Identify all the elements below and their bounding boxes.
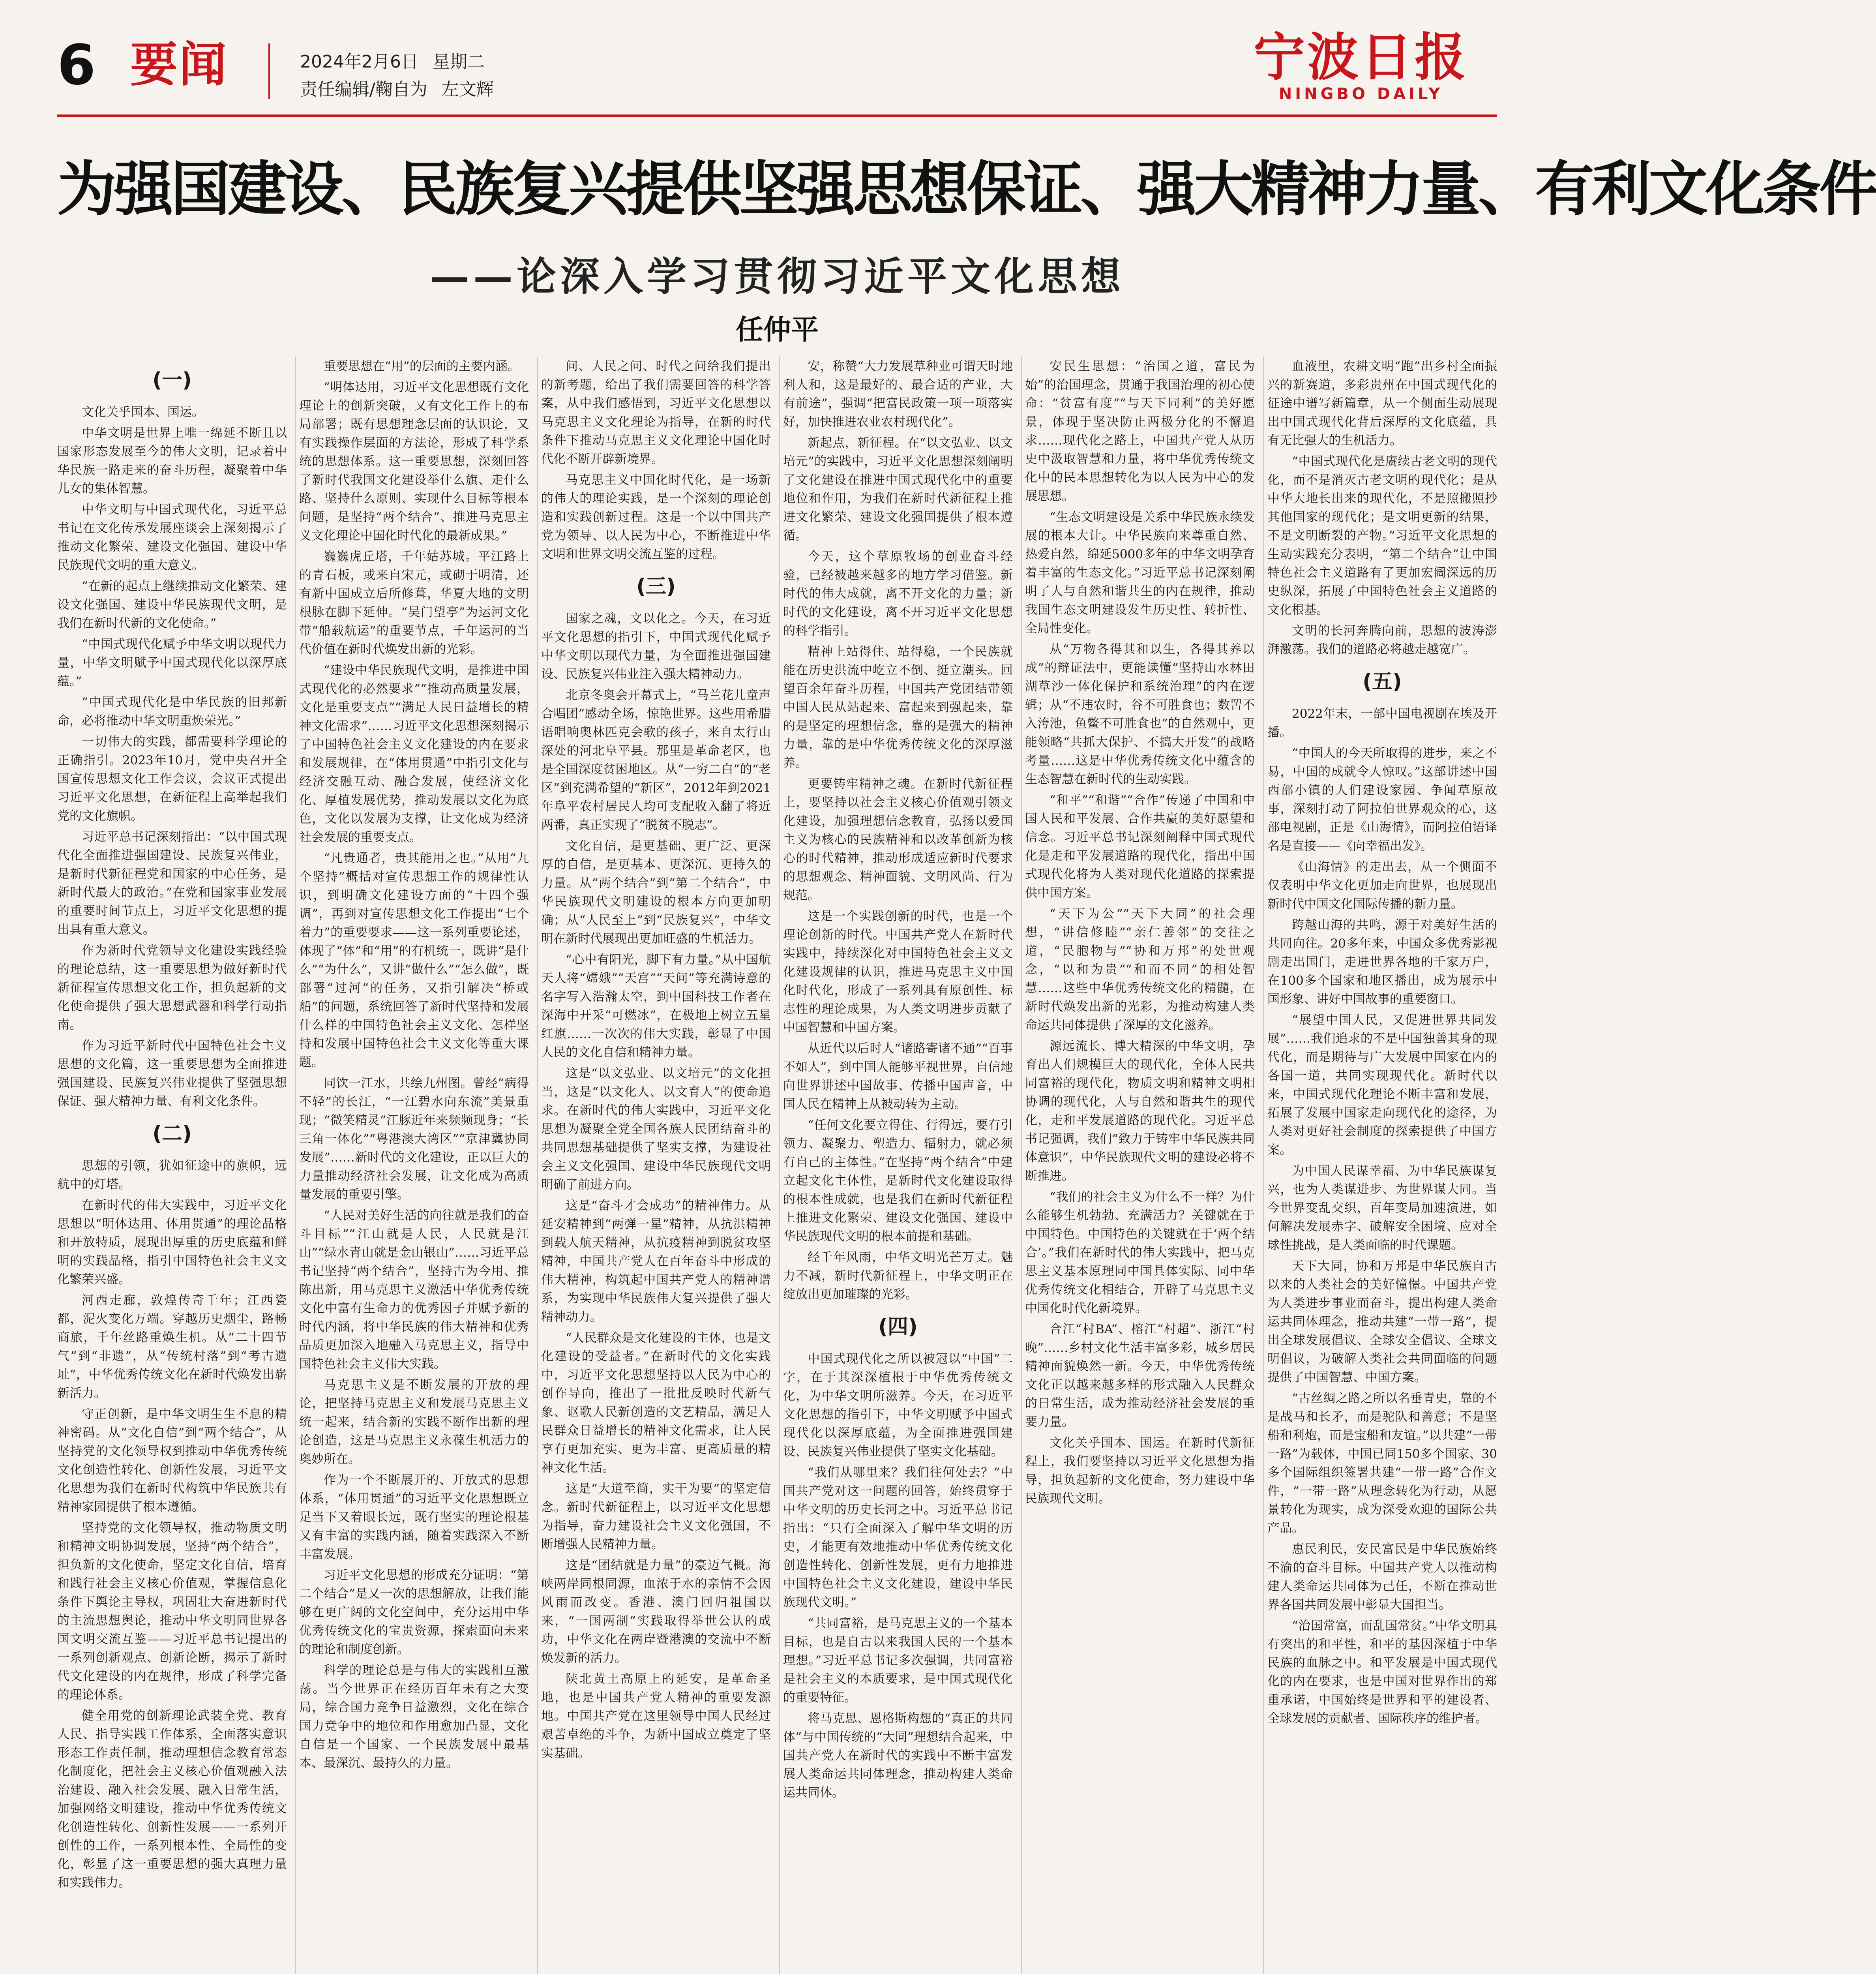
body-paragraph: 文明的长河奔腾向前，思想的波涛澎湃激荡。我们的道路必将越走越宽广。 [1267,624,1497,657]
body-paragraph: 在新时代的伟大实践中，习近平文化思想以“明体达用、体用贯通”的理论品格和开放特质，展现出厚重的历史底蕴和鲜明的实践品格，指引中国特色社会主义文化繁荣兴盛。 [57,1198,287,1287]
body-paragraph: “天下为公”“天下大同”的社会理想，“讲信修睦”“亲仁善邻”的交往之道，“民胞物与”“协和万邦”的处世观念，“以和为贵”“和而不同”的相处智慧……这些中华优秀传统文化的精髓，在新时代焕发出新的光彩，为推动构建人类命运共同体提供了深厚的文化滋养。 [1025,907,1255,1032]
article-column-4 [783,357,1013,1974]
body-paragraph: 一切伟大的实践，都需要科学理论的正确指引。2023年10月，党中央召开全国宣传思想文化工作会议，会议正式提出习近平文化思想，在新征程上高举起我们党的文化旗帜。 [57,735,287,823]
masthead-chinese: 宁波日报 [1253,27,1468,87]
body-paragraph: 将马克思、恩格斯构想的“真正的共同体”与中国传统的“大同”理想结合起来，中国共产党人在新时代的实践中不断丰富发展人类命运共同体理念，推动构建人类命运共同体。 [783,1711,1013,1800]
body-paragraph: 从“万物各得其和以生，各得其养以成”的辩证法中，更能读懂“坚持山水林田湖草沙一体化保护和系统治理”的内在逻辑；从“不违农时，谷不可胜食也；数罟不入洿池，鱼鳖不可胜食也”的自然观中，更能领略“共抓大保护、不搞大开发”的战略考量……这是中华优秀传统文化中蕴含的生态智慧在新时代的生动实践。 [1025,642,1255,786]
body-paragraph: 《山海情》的走出去，从一个侧面不仅表明中华文化更加走向世界，也展现出新时代中国文化国际传播的新力量。 [1267,860,1497,911]
section-heading: (一) [152,368,192,392]
body-paragraph: 北京冬奥会开幕式上，“马兰花儿童声合唱团”感动全场，惊艳世界。这些用希腊语唱响奥林匹克会歌的孩子，来自太行山深处的河北阜平县。那里是革命老区，也是全国深度贫困地区。从“一穷二白”的“老区”到充满希望的“新区”，2012年到2021年阜平农村居民人均可支配收入翻了将近两番，真正实现了“脱贫不脱志”。 [541,688,771,832]
body-paragraph: 文化自信，是更基础、更广泛、更深厚的自信，是更基本、更深沉、更持久的力量。从“两个结合”到“第二个结合”，中华民族现代文明建设的根本方向更加明确；从“人民至上”到“民族复兴”，中华文明在新时代展现出更加旺盛的生机活力。 [541,839,771,946]
column-divider [779,357,780,1974]
body-paragraph: 习近平文化思想的形成充分证明：“第二个结合”是又一次的思想解放，让我们能够在更广阔的文化空间中，充分运用中华优秀传统文化的宝贵资源，探索面向未来的理论和制度创新。 [299,1568,529,1657]
body-paragraph: “中国人的今天所取得的进步，来之不易，中国的成就令人惊叹。”这部讲述中国西部小镇的人们建设家园、争闻草原故事，深刻打动了阿拉伯世界观众的心，这部电视剧，正是《山海情》，而阿拉伯语译名是直接——《向幸福出发》。 [1267,746,1497,853]
body-paragraph: 这是“以文弘业、以文培元”的文化担当，这是“以文化人、以文育人”的使命追求。在新时代的伟大实践中，习近平文化思想为凝聚全党全国各族人民团结奋斗的共同思想基础提供了坚实支撑，为建设社会主义文化强国、建设中华民族现代文明明确了前进方向。 [541,1066,771,1192]
article-author: 任仲平 [736,313,819,346]
body-paragraph: 作为新时代党领导文化建设实践经验的理论总结，这一重要思想为做好新时代新征程宣传思想文化工作，担负起新的文化使命提供了强大思想武器和科学行动指南。 [57,944,287,1032]
responsible-editor: 责任编辑/鞠自为 [300,79,427,99]
body-paragraph: 新起点，新征程。在“以文弘业、以文培元”的实践中，习近平文化思想深刻阐明了文化建设在推进中国式现代化中的重要地位和作用，为我们在新时代新征程上推进文化繁荣、建设文化强国提供了根本遵循。 [783,436,1013,543]
article-column-1 [57,357,287,1974]
page-number: 6 [57,33,96,98]
article-column-5 [1025,357,1255,1974]
body-paragraph: 更要铸牢精神之魂。在新时代新征程上，要坚持以社会主义核心价值观引领文化建设，加强理想信念教育，弘扬以爱国主义为核心的民族精神和以改革创新为核心的时代精神，推动形成适应新时代要求的思想观念、精神面貌、文明风尚、行为规范。 [783,777,1013,903]
body-paragraph: 问、人民之问、时代之问给我们提出的新考题，给出了我们需要回答的科学答案，从中我们感悟到，习近平文化思想以马克思主义文化理论为指导，在新的时代条件下推动马克思主义文化理论中国化时代化不断开辟新境界。 [541,359,771,466]
body-paragraph: “心中有阳光，脚下有力量。”从中国航天人将“嫦娥”“天宫”“天问”等充满诗意的名字写入浩瀚太空，到中国科技工作者在深海中开采“可燃冰”，在极地上树立五星红旗……一次次的伟大实践，彰显了中国人民的文化自信和精神力量。 [541,953,771,1060]
column-divider [1021,357,1022,1974]
issue-date: 2024年2月6日 [300,52,418,72]
body-paragraph: 巍巍虎丘塔，千年姑苏城。平江路上的青石板，或来自宋元，或砌于明清，还有新中国成立后所修葺，华夏大地的文明根脉在脚下延伸。“吴门望亭”为运河文化带“船载航运”的重要节点，千年运河的当代价值在新时代焕发出新的光彩。 [299,550,529,657]
body-paragraph: 源远流长、博大精深的中华文明，孕育出人们规模巨大的现代化，全体人民共同富裕的现代化，物质文明和精神文明相协调的现代化，人与自然和谐共生的现代化，走和平发展道路的现代化。习近平总书记强调，我们“致力于铸牢中华民族共同体意识”，中华民族现代文明的建设必将不断推进。 [1025,1039,1255,1183]
body-paragraph: 马克思主义中国化时代化，是一场新的伟大的理论实践，是一个深刻的理论创造和实践创新过程。这是一个以中国共产党为领导、以人民为中心，不断推进中华文明和世界文明交流互鉴的过程。 [541,473,771,561]
body-paragraph: 安，称赞“大力发展草种业可谓天时地利人和，这是最好的、最合适的产业，大有前途”，强调“把富民政策一项一项落实好，加快推进农业农村现代化”。 [783,359,1013,429]
body-paragraph: 这是“大道至简，实干为要”的坚定信念。新时代新征程上，以习近平文化思想为指导，奋力建设社会主义文化强国，不断增强人民精神力量。 [541,1482,771,1552]
body-paragraph: 陕北黄土高原上的延安，是革命圣地，也是中国共产党人精神的重要发源地。中国共产党在这里领导中国人民经过艰苦卓绝的斗争，为新中国成立奠定了坚实基础。 [541,1672,771,1760]
body-paragraph: 精神上站得住、站得稳，一个民族就能在历史洪流中屹立不倒、挺立潮头。回望百余年奋斗历程，中国共产党团结带领中国人民从站起来、富起来到强起来，靠的是坚定的理想信念，靠的是强大的精神力量，靠的是中华优秀传统文化的深厚滋养。 [783,645,1013,770]
newspaper-masthead [1250,27,1471,105]
article-body [57,357,1497,1974]
body-paragraph: 2022年末，一部中国电视剧在埃及开播。 [1267,707,1497,739]
body-paragraph: 习近平总书记深刻指出：“以中国式现代化全面推进强国建设、民族复兴伟业，是新时代新征程党和国家的中心任务，是新时代最大的政治。”在党和国家事业发展的重要时间节点上，习近平文化思想的提出具有重大意义。 [57,830,287,937]
body-paragraph: 中华文明是世界上唯一绵延不断且以国家形态发展至今的伟大文明，记录着中华民族一路走来的奋斗历程，凝聚着中华儿女的集体智慧。 [57,426,287,496]
article-headline: 为强国建设、民族复兴提供坚强思想保证、强大精神力量、有利文化条件 [57,155,1876,224]
body-paragraph: 中华文明与中国式现代化，习近平总书记在文化传承发展座谈会上深刻揭示了推动文化繁荣、建设文化强国、建设中华民族现代文明的重大意义。 [57,503,287,572]
article-column-3 [541,357,771,1974]
body-paragraph: “建设中华民族现代文明，是推进中国式现代化的必然要求”“推动高质量发展，文化是重要支点”“满足人民日益增长的精神文化需求”……习近平文化思想深刻揭示了中国特色社会主义文化建设的内在要求和发展规律，在“体用贯通”中指引文化与经济交融互动、融合发展，使经济文化化、厚植发展优势，推动发展以文化为底色，文化以发展为支撑，让文化成为经济社会发展的重要支点。 [299,663,529,844]
issue-date-line [300,47,499,73]
body-paragraph: 这是“团结就是力量”的豪迈气概。海峡两岸同根同源，血浓于水的亲情不会因风雨而改变。香港、澳门回归祖国以来，“一国两制”实践取得举世公认的成功，中华文化在两岸暨港澳的交流中不断焕发新的活力。 [541,1558,771,1665]
body-paragraph: “任何文化要立得住、行得远，要有引领力、凝聚力、塑造力、辐射力，就必须有自己的主体性。”在坚持“两个结合”中建立起文化主体性，是新时代文化建设取得的根本性成就，也是我们在新时代新征程上推进文化繁荣、建设文化强国、建设中华民族现代文明的根本前提和基础。 [783,1118,1013,1244]
body-paragraph: “共同富裕，是马克思主义的一个基本目标，也是自古以来我国人民的一个基本理想。”习近平总书记多次强调，共同富裕是社会主义的本质要求，是中国式现代化的重要特征。 [783,1616,1013,1705]
article-column-2 [299,357,529,1974]
body-paragraph: “和平”“和谐”“合作”传递了中国和中国人民和平发展、合作共赢的美好愿望和信念。习近平总书记深刻阐释中国式现代化是走和平发展道路的现代化，指出中国式现代化将为人类对现代化道路的探索提供中国方案。 [1025,793,1255,900]
designer: 左文辉 [441,79,494,99]
column-divider [295,357,296,1974]
body-paragraph: 文化关乎国本、国运。 [82,405,204,419]
body-paragraph: 惠民利民，安民富民是中华民族始终不渝的奋斗目标。中国共产党人以推动构建人类命运共同体为己任，不断在推动世界各国共同发展中彰显大国担当。 [1267,1542,1497,1612]
body-paragraph: 作为一个不断展开的、开放式的思想体系，“体用贯通”的习近平文化思想既立足当下又着眼长远，既有坚实的理论根基又有丰富的实践内涵，随着实践深入不断丰富发展。 [299,1473,529,1561]
body-paragraph: 同饮一江水，共绘九州图。曾经“病得不轻”的长江，“一江碧水向东流”美景重现；“微笑精灵”江豚近年来频频现身；“长三角一体化”“粤港澳大湾区”“京津冀协同发展”……新时代的文化建设，正以巨大的力量推动经济社会发展，让文化成为高质量发展的重要引擎。 [299,1076,529,1202]
body-paragraph: “凡贵通者，贵其能用之也。”从用“九个坚持”概括对宣传思想工作的规律性认识，到明确文化建设方面的“十四个强调”，再到对宣传思想文化工作提出“七个着力”的重要要求——这一系列重要论述，体现了“体”和“用”的有机统一，既讲“是什么”“为什么”，又讲“做什么”“怎么做”，既部署“过河”的任务，又指引解决“桥或船”的问题，系统回答了新时代坚持和发展什么样的中国特色社会主义文化、怎样坚持和发展中国特色社会主义文化等重大课题。 [299,851,529,1070]
body-paragraph: 健全用党的创新理论武装全党、教育人民、指导实践工作体系，全面落实意识形态工作责任制，推动理想信念教育常态化制度化，把社会主义核心价值观融入法治建设、融入社会发展、融入日常生活，加强网络文明建设，推动中华优秀传统文化创造性转化、创新性发展——一系列开创性的工作，一系列根本性、全局性的变化，彰显了这一重要思想的强大真理力量和实践伟力。 [57,1709,287,1890]
section-title: 要闻 [130,38,228,92]
body-paragraph: 天下大同，协和万邦是中华民族自古以来的人类社会的美好憧憬。中国共产党为人类进步事业而奋斗，提出构建人类命运共同体理念，推动共建“一带一路”，提出全球发展倡议、全球安全倡议、全球文明倡议，为破解人类社会共同面临的问题提供了中国智慧、中国方案。 [1267,1259,1497,1385]
body-paragraph: “人民群众是文化建设的主体，也是文化建设的受益者。”在新时代的文化实践中，习近平文化思想坚持以人民为中心的创作导向，推出了一批批反映时代新气象、讴歌人民新创造的文艺精品，满足人民群众日益增长的精神文化需求，让人民享有更加充实、更为丰富、更高质量的精神文化生活。 [541,1331,771,1475]
article-subtitle: ——论深入学习贯彻习近平文化思想 [430,253,1124,300]
body-paragraph: “明体达用，习近平文化思想既有文化理论上的创新突破，又有文化工作上的布局部署；既有思想理念层面的认识论，又有实践操作层面的方法论，形成了科学系统的思想体系。这一重要思想，深刻回答了新时代我国文化建设举什么旗、走什么路、坚持什么原则、实现什么目标等根本问题，是坚持“两个结合”、推进马克思主义文化理论中国化时代化的最新成果。” [299,380,529,543]
body-paragraph: 河西走廊，敦煌传奇千年；江西瓷都，泥火变化万端。穿越历史烟尘，路畅商旅，千年丝路重焕生机。从“二十四节气”到“非遗”，从“传统村落”到“考古遗址”，中华优秀传统文化在新时代焕发出崭新活力。 [57,1293,287,1400]
body-paragraph: 血液里，农耕文明“跑”出乡村全面振兴的新赛道，多彩贵州在中国式现代化的征途中谱写新篇章，从一个侧面生动展现出中国式现代化背后深厚的文化底蕴，具有无比强大的生机活力。 [1267,359,1497,448]
section-heading: (五) [1362,670,1402,694]
section-heading: (二) [152,1122,192,1146]
body-paragraph: 文化关乎国本、国运。在新时代新征程上，我们要坚持以习近平文化思想为指导，担负起新的文化使命，努力建设中华民族现代文明。 [1025,1436,1255,1506]
body-paragraph: “我们从哪里来？我们往何处去？”中国共产党对这一问题的回答，始终贯穿于中华文明的历史长河之中。习近平总书记指出：“只有全面深入了解中华文明的历史，才能更有效地推动中华优秀传统文化创造性转化、创新性发展，更有力地推进中国特色社会主义文化建设，建设中华民族现代文明。” [783,1465,1013,1610]
body-paragraph: “在新的起点上继续推动文化繁荣、建设文化强国、建设中华民族现代文明，是我们在新时代新的文化使命。” [57,579,287,630]
body-paragraph: “展望中国人民，又促进世界共同发展”……我们追求的不是中国独善其身的现代化，而是期待与广大发展中国家在内的各国一道，共同实现现代化。新时代以来，中国式现代化理论不断丰富和发展，拓展了发展中国家走向现代化的途径，为人类对更好社会制度的探索提供了中国方案。 [1267,1013,1497,1157]
body-paragraph: 思想的引领，犹如征途中的旗帜，远航中的灯塔。 [57,1159,287,1192]
header-divider [268,43,270,99]
body-paragraph: 跨越山海的共鸣，源于对美好生活的共同向往。20多年来，中国众多优秀影视剧走出国门，走进世界各地的千家万户，在100多个国家和地区播出，成为展示中国形象、讲好中国故事的重要窗口。 [1267,918,1497,1006]
body-paragraph: 这是一个实践创新的时代，也是一个理论创新的时代。中国共产党人在新时代实践中，持续深化对中国特色社会主义文化建设规律的认识，推进马克思主义中国化时代化，形成了一系列具有原创性、标志性的理论成果，为人类文明进步贡献了中国智慧和中国方案。 [783,909,1013,1035]
body-paragraph: 合江“村BA”、榕江“村超”、浙江“村晚”……乡村文化生活丰富多彩，城乡居民精神面貌焕然一新。今天，中华优秀传统文化正以越来越多样的形式融入人民群众的日常生活，成为推动经济社会发展的重要力量。 [1025,1322,1255,1429]
column-divider [1263,357,1264,1974]
body-paragraph: 为中国人民谋幸福、为中华民族谋复兴，也为人类谋进步、为世界谋大同。当今世界变乱交织，百年变局加速演进，如何解决发展赤字、破解安全困境、应对全球性挑战，是人类面临的时代课题。 [1267,1164,1497,1252]
body-paragraph: 安民生思想：“治国之道，富民为始”的治国理念，贯通于我国治理的初心使命：“贫富有度”“与天下同利”的美好愿景，体现于坚决防止两极分化的不懈追求……现代化之路上，中国共产党人从历史中汲取智慧和力量，将中华优秀传统文化中的民本思想转化为以人民为中心的发展思想。 [1025,359,1255,503]
section-heading: (三) [636,575,676,599]
body-paragraph: 马克思主义是不断发展的开放的理论，把坚持马克思主义和发展马克思主义统一起来，结合新的实践不断作出新的理论创造，这是马克思主义永葆生机活力的奥妙所在。 [299,1378,529,1466]
body-paragraph: “古丝绸之路之所以名垂青史，靠的不是战马和长矛，而是驼队和善意；不是坚船和利炮，而是宝船和友谊。”以共建“一带一路”为载体，中国已同150多个国家、30多个国际组织签署共建“一带一路”合作文件，“一带一路”从理念转化为行动，从愿景转化为现实，成为深受欢迎的国际公共产品。 [1267,1391,1497,1535]
body-paragraph: 作为习近平新时代中国特色社会主义思想的文化篇，这一重要思想为全面推进强国建设、民族复兴伟业提供了坚强思想保证、强大精神力量、有利文化条件。 [57,1039,287,1109]
body-paragraph: 经千年风雨，中华文明光芒万丈。魅力不减，新时代新征程上，中华文明正在绽放出更加璀璨的光彩。 [783,1250,1013,1302]
body-paragraph: 重要思想在“用”的层面的主要内涵。 [324,359,520,373]
page-header [0,0,1554,118]
article-column-6 [1267,357,1497,1974]
body-paragraph: 从近代以后时人“诸路寄诸不通”“百事不如人”，到中国人能够平视世界，自信地向世界讲述中国故事、传播中国声音，中国人民在精神上从被动转为主动。 [783,1041,1013,1111]
section-heading: (四) [878,1315,918,1339]
column-divider [537,357,538,1974]
body-paragraph: 国家之魂，文以化之。今天，在习近平文化思想的指引下，中国式现代化赋予中华文明以现代力量，为全面推进强国建设、民族复兴伟业注入强大精神动力。 [541,612,771,681]
editor-line [300,75,508,100]
body-paragraph: “中国式现代化赋予中华文明以现代力量，中华文明赋予中国式现代化以深厚底蕴。” [57,637,287,689]
body-paragraph: 守正创新，是中华文明生生不息的精神密码。从“文化自信”到“两个结合”，从坚持党的文化领导权到推动中华优秀传统文化创造性转化、创新性发展，习近平文化思想为我们在新时代构筑中华民族共有精神家园提供了根本遵循。 [57,1407,287,1514]
issue-weekday: 星期二 [432,52,485,72]
body-paragraph: 今天，这个草原牧场的创业奋斗经验，已经被越来越多的地方学习借鉴。新时代的伟大成就，离不开文化的力量；新时代的文化建设，离不开习近平文化思想的科学指引。 [783,550,1013,638]
body-paragraph: “生态文明建设是关系中华民族永续发展的根本大计。中华民族向来尊重自然、热爱自然，绵延5000多年的中华文明孕育着丰富的生态文化。”习近平总书记深刻阐明了人与自然和谐共生的内在规律，推动我国生态文明建设发生历史性、转折性、全局性变化。 [1025,510,1255,636]
masthead-english: NINGBO DAILY [1278,85,1443,103]
body-paragraph: 这是“奋斗才会成功”的精神伟力。从延安精神到“两弹一星”精神，从抗洪精神到载人航天精神，从抗疫精神到脱贫攻坚精神，中国共产党人在百年奋斗中形成的伟大精神，构筑起中国共产党人的精神谱系，为实现中华民族伟大复兴提供了强大精神动力。 [541,1199,771,1324]
body-paragraph: “人民对美好生活的向往就是我们的奋斗目标”“江山就是人民，人民就是江山”“绿水青山就是金山银山”……习近平总书记坚持“两个结合”，坚持古为今用、推陈出新，用马克思主义激活中华优秀传统文化中富有生命力的优秀因子并赋予新的时代内涵，将中华民族的伟大精神和优秀品质更加深入地融入马克思主义，指导中国特色社会主义伟大实践。 [299,1208,529,1371]
body-paragraph: “治国常富，而乱国常贫。”中华文明具有突出的和平性，和平的基因深植于中华民族的血脉之中。和平发展是中国式现代化的内在要求，也是中国对世界作出的郑重承诺，中国始终是世界和平的建设者、全球发展的贡献者、国际秩序的维护者。 [1267,1619,1497,1726]
body-paragraph: “我们的社会主义为什么不一样？为什么能够生机勃勃、充满活力？关键就在于中国特色。中国特色的关键就在于‘两个结合’。”我们在新时代的伟大实践中，把马克思主义基本原理同中国具体实际、同中华优秀传统文化相结合，开辟了马克思主义中国化时代化新境界。 [1025,1190,1255,1315]
body-paragraph: 科学的理论总是与伟大的实践相互激荡。当今世界正在经历百年未有之大变局，综合国力竞争日益激烈，文化在综合国力竞争中的地位和作用愈加凸显，文化自信是一个国家、一个民族发展中最基本、最深沉、最持久的力量。 [299,1663,529,1770]
body-paragraph: 中国式现代化之所以被冠以“中国”二字，在于其深深植根于中华优秀传统文化，为中华文明所滋养。今天，在习近平文化思想的指引下，中华文明赋予中国式现代化以深厚底蕴，为全面推进强国建设、民族复兴伟业提供了坚实文化基础。 [783,1352,1013,1459]
body-paragraph: “中国式现代化是中华民族的旧邦新命，必将推动中华文明重焕荣光。” [57,695,287,728]
body-paragraph: 坚持党的文化领导权，推动物质文明和精神文明协调发展，坚持“两个结合”，担负新的文化使命，坚定文化自信，培育和践行社会主义核心价值观，掌握信息化条件下舆论主导权，巩固壮大奋进新时代的主流思想舆论，推动中华文明同世界各国文明交流互鉴——习近平总书记提出的一系列创新观点、创新论断，揭示了新时代文化建设的内在规律，形成了科学完备的理论体系。 [57,1521,287,1702]
header-rule [57,114,1497,117]
body-paragraph: “中国式现代化是赓续古老文明的现代化，而不是消灭古老文明的现代化；是从中华大地长出来的现代化，不是照搬照抄其他国家的现代化；是文明更新的结果，不是文明断裂的产物。”习近平文化思想的生动实践充分表明，“第二个结合”让中国特色社会主义道路有了更加宏阔深远的历史纵深，拓展了中国特色社会主义道路的文化根基。 [1267,454,1497,617]
